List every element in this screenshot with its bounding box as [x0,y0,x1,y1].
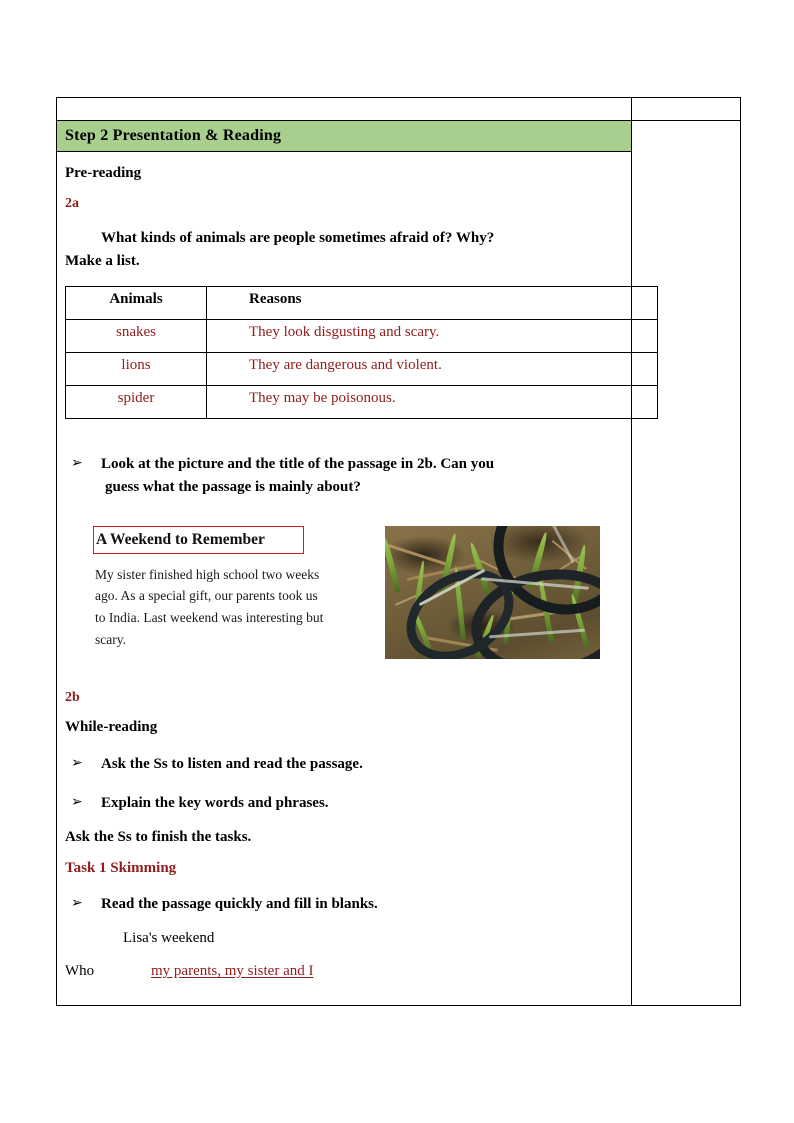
bullet-read-quickly [65,893,623,916]
task-2a-label: 2a [65,195,79,211]
passage-preview-block [65,526,623,668]
arrow-bullet-icon: ➢ [71,795,83,811]
cell-animal: spider [66,386,207,419]
bullet-text: Explain the key words and phrases. [101,795,329,812]
passage-title-box [93,526,304,554]
while-reading-label: While-reading [65,719,158,736]
column-header-animals: Animals [66,287,207,320]
table-row [66,353,658,386]
animals-table-head [66,287,658,320]
cell-animal: lions [66,353,207,386]
table-row [66,386,658,419]
question-line-2: Make a list. [65,253,140,270]
bullet-text: Ask the Ss to listen and read the passage. [101,756,363,773]
bullet-look-at-picture [65,453,623,500]
skimming-heading: Lisa's weekend [123,929,215,946]
cell-reason: They are dangerous and violent. [207,353,658,386]
bullet-text-line-2: guess what the passage is mainly about? [105,479,361,496]
who-label: Who [65,963,95,980]
bullet-ask-listen-read [65,753,623,776]
question-line-1: What kinds of animals are people sometimes afraid of? Why? [101,229,495,246]
table-row [66,320,658,353]
column-header-reasons: Reasons [207,287,658,320]
pre-reading-label: Pre-reading [65,165,142,181]
passage-body-text: My sister finished high school two weeks ago. As a special gift, our parents took us to India. Last weekend was interesting but scary. [95,566,324,648]
table-header-row [57,98,741,121]
ask-finish-tasks-label: Ask the Ss to finish the tasks. [65,828,252,845]
task1-skimming-label: Task 1 Skimming [65,860,177,877]
arrow-bullet-icon: ➢ [71,456,83,472]
animals-table-body [66,320,658,419]
section-header-bar: Step 2 Presentation & Reading [57,121,631,152]
lesson-plan-table [56,97,741,1006]
animals-reasons-table [65,286,658,419]
main-content [57,164,631,982]
bullet-text: Read the passage quickly and fill in blanks. [101,896,378,913]
main-content-cell [57,121,632,1006]
cell-reason: They look disgusting and scary. [207,320,658,353]
cell-reason: They may be poisonous. [207,386,658,419]
header-cell-main [57,98,632,121]
cell-animal: snakes [66,320,207,353]
table-body-row [57,121,741,1006]
bullet-explain-key-words [65,792,623,815]
bullet-text-line-1: Look at the picture and the title of the passage in 2b. Can you [101,456,495,473]
animals-table-header-row [66,287,658,320]
arrow-bullet-icon: ➢ [71,756,83,772]
header-cell-side [632,98,741,121]
passage-title: A Weekend to Remember [96,530,265,548]
who-answer: my parents, my sister and I [151,963,314,980]
side-notes-cell [632,121,741,1006]
snake-photo [385,526,600,659]
arrow-bullet-icon: ➢ [71,896,83,912]
who-row [65,962,623,982]
task-2b-label: 2b [65,689,80,705]
